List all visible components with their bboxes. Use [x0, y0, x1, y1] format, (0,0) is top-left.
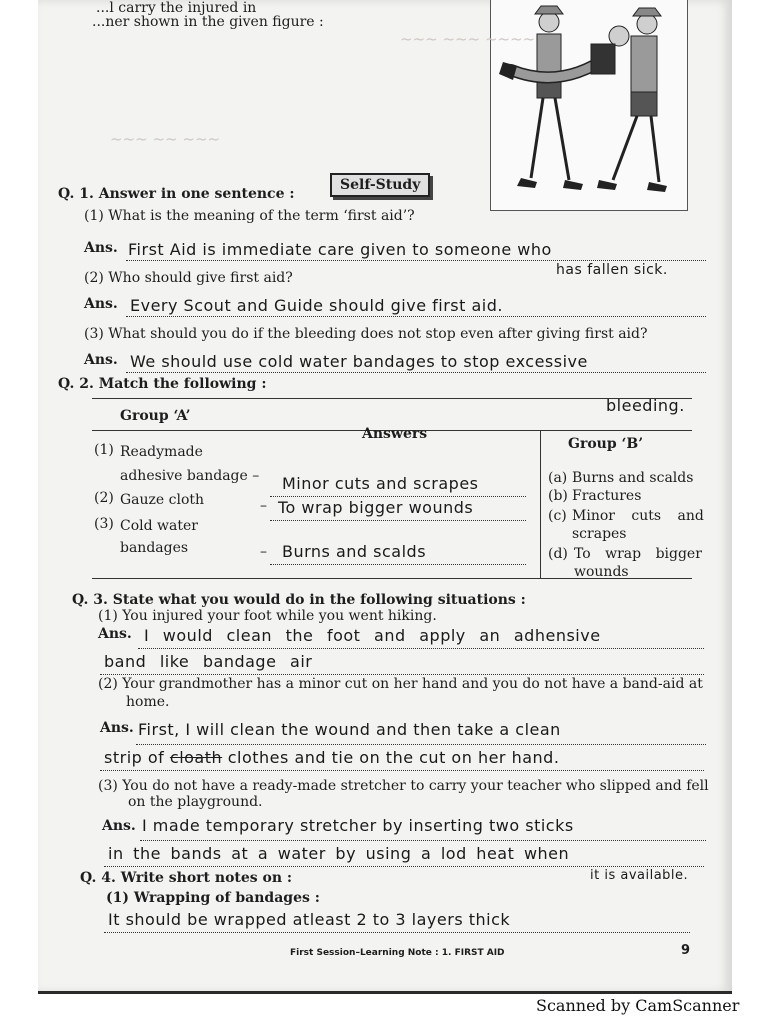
answer-line	[270, 564, 526, 565]
q1-question-2: (2) Who should give first aid?	[84, 270, 293, 286]
q3-question-3-cont: on the playground.	[128, 794, 263, 810]
answer-line	[126, 372, 706, 373]
group-a-3-line2: bandages	[120, 540, 189, 556]
group-b-text-a: Burns and scalds	[572, 470, 694, 486]
q3-question-2: (2) Your grandmother has a minor cut on her hand and you do not have a band-aid at	[98, 676, 703, 692]
q3-title: Q. 3. State what you would do in the following situations :	[72, 592, 526, 608]
answer-line	[104, 932, 690, 933]
q3-answer-2-part-b: clothes and tie on the cut on her hand.	[222, 748, 560, 767]
group-a-1-line2: adhesive bandage –	[120, 468, 260, 484]
scanner-watermark: Scanned by CamScanner	[536, 996, 740, 1015]
q1-ans-label-2: Ans.	[84, 296, 118, 312]
group-a-num-3: (3)	[94, 516, 114, 532]
self-study-badge: Self-Study	[330, 173, 430, 197]
header-group-b: Group ‘B’	[568, 436, 644, 452]
q3-answer-2-part-a: strip of	[104, 748, 170, 767]
answer-line	[126, 260, 706, 261]
match-answer-1: Minor cuts and scrapes	[282, 474, 479, 493]
header-line-1: ...ner shown in the given figure :	[92, 14, 324, 30]
bleed-through-text: ~~~ ~~ ~~~	[110, 130, 221, 148]
q1-answer-1-cont: has fallen sick.	[556, 262, 668, 278]
answer-line	[126, 316, 706, 317]
match-answer-2: To wrap bigger wounds	[278, 498, 474, 517]
group-b-label-a: (a)	[548, 470, 568, 486]
q4-title: Q. 4. Write short notes on :	[80, 870, 293, 886]
answer-line	[136, 744, 706, 745]
group-b-text-c: Minor cuts and	[572, 508, 704, 524]
q4-sub-1: (1) Wrapping of bandages :	[106, 890, 320, 906]
q3-question-3: (3) You do not have a ready-made stretcher to carry your teacher who slipped and fell	[98, 778, 709, 794]
q3-ans-label-1: Ans.	[98, 626, 132, 642]
q1-answer-3: We should use cold water bandages to stop excessive	[130, 352, 588, 371]
q1-ans-label-1: Ans.	[84, 240, 118, 256]
q3-question-1: (1) You injured your foot while you went hiking.	[98, 608, 437, 624]
group-a-num-2: (2)	[94, 490, 114, 506]
group-a-num-1: (1)	[94, 442, 114, 458]
header-answers: Answers	[362, 426, 428, 442]
header-group-a: Group ‘A’	[120, 408, 191, 424]
q3-answer-3-cont2: it is available.	[590, 868, 689, 883]
page-number: 9	[681, 943, 691, 958]
group-b-label-d: (d)	[548, 546, 568, 562]
q1-answer-1: First Aid is immediate care given to someone who	[128, 240, 552, 259]
header-line-0: ...l carry the injured in	[96, 0, 257, 16]
q3-answer-1-cont: band like bandage air	[104, 652, 313, 671]
q3-question-2-cont: home.	[126, 694, 170, 710]
answer-line	[140, 840, 706, 841]
q1-title: Q. 1. Answer in one sentence :	[58, 186, 295, 202]
q3-ans-label-2: Ans.	[100, 720, 134, 736]
group-b-text-c2: scrapes	[572, 526, 627, 542]
page-edge	[38, 991, 732, 994]
group-b-text-d: To wrap bigger	[574, 546, 702, 562]
group-b-text-d2: wounds	[574, 564, 629, 580]
q3-answer-2: First, I will clean the wound and then take a clean	[138, 720, 561, 739]
group-a-1-line1: Readymade	[120, 444, 203, 460]
q3-answer-3-cont: in the bands at a water by using a lod heat when	[108, 844, 570, 863]
group-a-2-line1: Gauze cloth	[120, 492, 205, 508]
q1-answer-2: Every Scout and Guide should give first aid.	[130, 296, 503, 315]
answer-line	[100, 770, 704, 771]
answer-line	[104, 866, 704, 867]
answer-line	[138, 648, 704, 649]
group-b-text-b: Fractures	[572, 488, 642, 504]
group-b-label-b: (b)	[548, 488, 568, 504]
q3-answer-1: I would clean the foot and apply an adhensive	[144, 626, 601, 645]
q3-answer-2-struck: cloath	[169, 748, 223, 767]
answer-line	[270, 496, 526, 497]
group-a-2-dash: –	[260, 498, 267, 514]
q1-question-3: (3) What should you do if the bleeding does not stop even after giving first aid?	[84, 326, 648, 342]
q2-title: Q. 2. Match the following :	[58, 376, 267, 392]
q3-ans-label-3: Ans.	[102, 818, 136, 834]
q4-answer-1: It should be wrapped atleast 2 to 3 layers thick	[108, 910, 511, 929]
q1-answer-3-cont: bleeding.	[606, 396, 685, 415]
q1-ans-label-3: Ans.	[84, 352, 118, 368]
answer-line	[100, 674, 704, 675]
table-column-rule	[540, 430, 541, 578]
answer-line	[270, 520, 526, 521]
group-b-label-c: (c)	[548, 508, 567, 524]
match-answer-3: Burns and scalds	[282, 542, 427, 561]
page-footer: First Session–Learning Note : 1. FIRST AID	[290, 948, 505, 958]
group-a-3-dash: –	[260, 544, 267, 560]
q3-answer-3: I made temporary stretcher by inserting two sticks	[142, 816, 574, 835]
q1-question-1: (1) What is the meaning of the term ‘first aid’?	[84, 208, 415, 224]
q3-answer-2-cont	[104, 748, 559, 767]
group-a-3-line1: Cold water	[120, 518, 198, 534]
table-top-rule	[92, 398, 692, 399]
bleed-through-text: ~~~ ~~~ ~~~~	[400, 30, 536, 48]
